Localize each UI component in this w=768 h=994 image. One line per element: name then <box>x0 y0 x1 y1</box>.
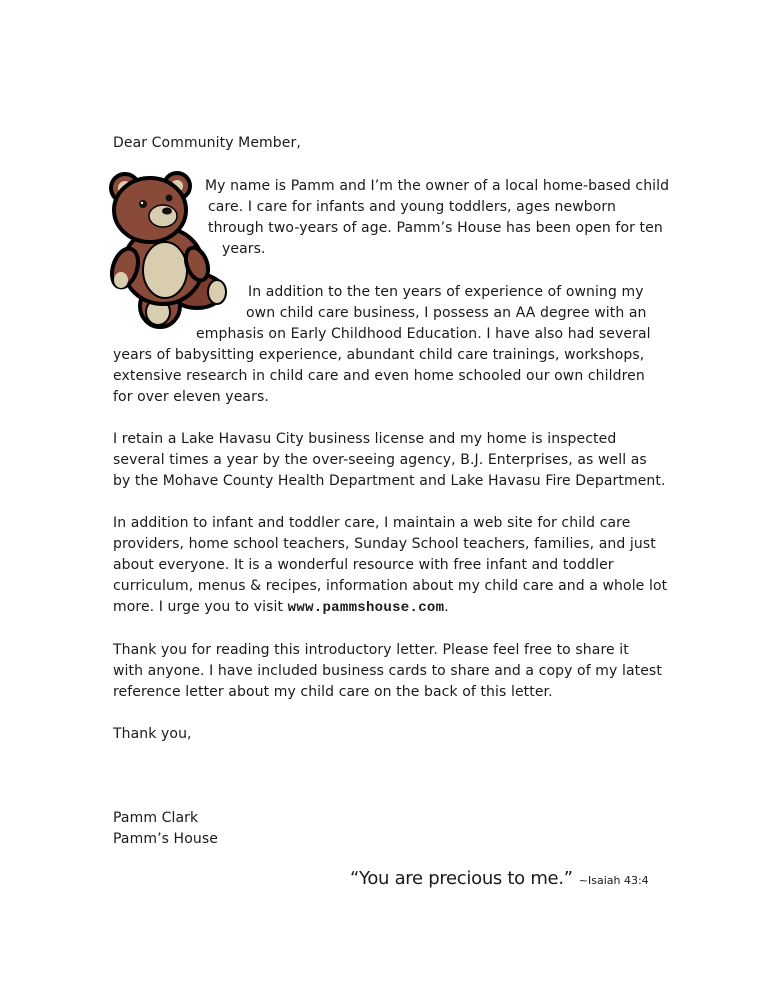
para2-line5: extensive research in child care and even home schooled our own children <box>113 368 645 384</box>
para4-line1: In addition to infant and toddler care, I maintain a web site for child care <box>113 515 631 531</box>
para1-line2: care. I care for infants and young toddlers, ages newborn <box>208 199 616 215</box>
salutation: Dear Community Member, <box>113 135 301 151</box>
para4-line3: about everyone. It is a wonderful resource with free infant and toddler <box>113 557 614 573</box>
para1-line1: My name is Pamm and I’m the owner of a local home-based child <box>205 178 670 194</box>
para5-line3: reference letter about my child care on the back of this letter. <box>113 684 553 700</box>
para3-line2: several times a year by the over-seeing agency, B.J. Enterprises, as well as <box>113 452 647 468</box>
para5-line2: with anyone. I have included business cards to share and a copy of my latest <box>113 663 662 679</box>
para2-line3: emphasis on Early Childhood Education. I have also had several <box>196 326 651 342</box>
para3-line1: I retain a Lake Havasu City business license and my home is inspected <box>113 431 617 447</box>
quote-text: “You are precious to me.” <box>350 868 573 889</box>
para5-line1: Thank you for reading this introductory letter. Please feel free to share it <box>113 642 629 658</box>
para1-line3: through two-years of age. Pamm’s House has been open for ten <box>208 220 663 236</box>
quote-reference: ~Isaiah 43:4 <box>578 874 649 887</box>
closing: Thank you, <box>113 726 192 742</box>
para2-line4: years of babysitting experience, abundant child care trainings, workshops, <box>113 347 645 363</box>
signature-name: Pamm Clark <box>113 810 199 826</box>
website-link[interactable]: www.pammshouse.com <box>287 600 445 616</box>
para2-line6: for over eleven years. <box>113 389 269 405</box>
bible-quote <box>350 868 649 889</box>
signature-business: Pamm’s House <box>113 831 218 847</box>
para2-line1: In addition to the ten years of experience of owning my <box>248 284 644 300</box>
para4-line4: curriculum, menus & recipes, information about my child care and a whole lot <box>113 578 668 594</box>
para4-line2: providers, home school teachers, Sunday School teachers, families, and just <box>113 536 656 552</box>
para4-line5 <box>113 597 449 619</box>
para4-line5-prefix: more. I urge you to visit <box>113 599 284 615</box>
para4-line5-suffix: . <box>444 599 449 615</box>
para2-line2: own child care business, I possess an AA degree with an <box>246 305 647 321</box>
para3-line3: by the Mohave County Health Department and Lake Havasu Fire Department. <box>113 473 666 489</box>
para1-line4: years. <box>222 241 266 257</box>
